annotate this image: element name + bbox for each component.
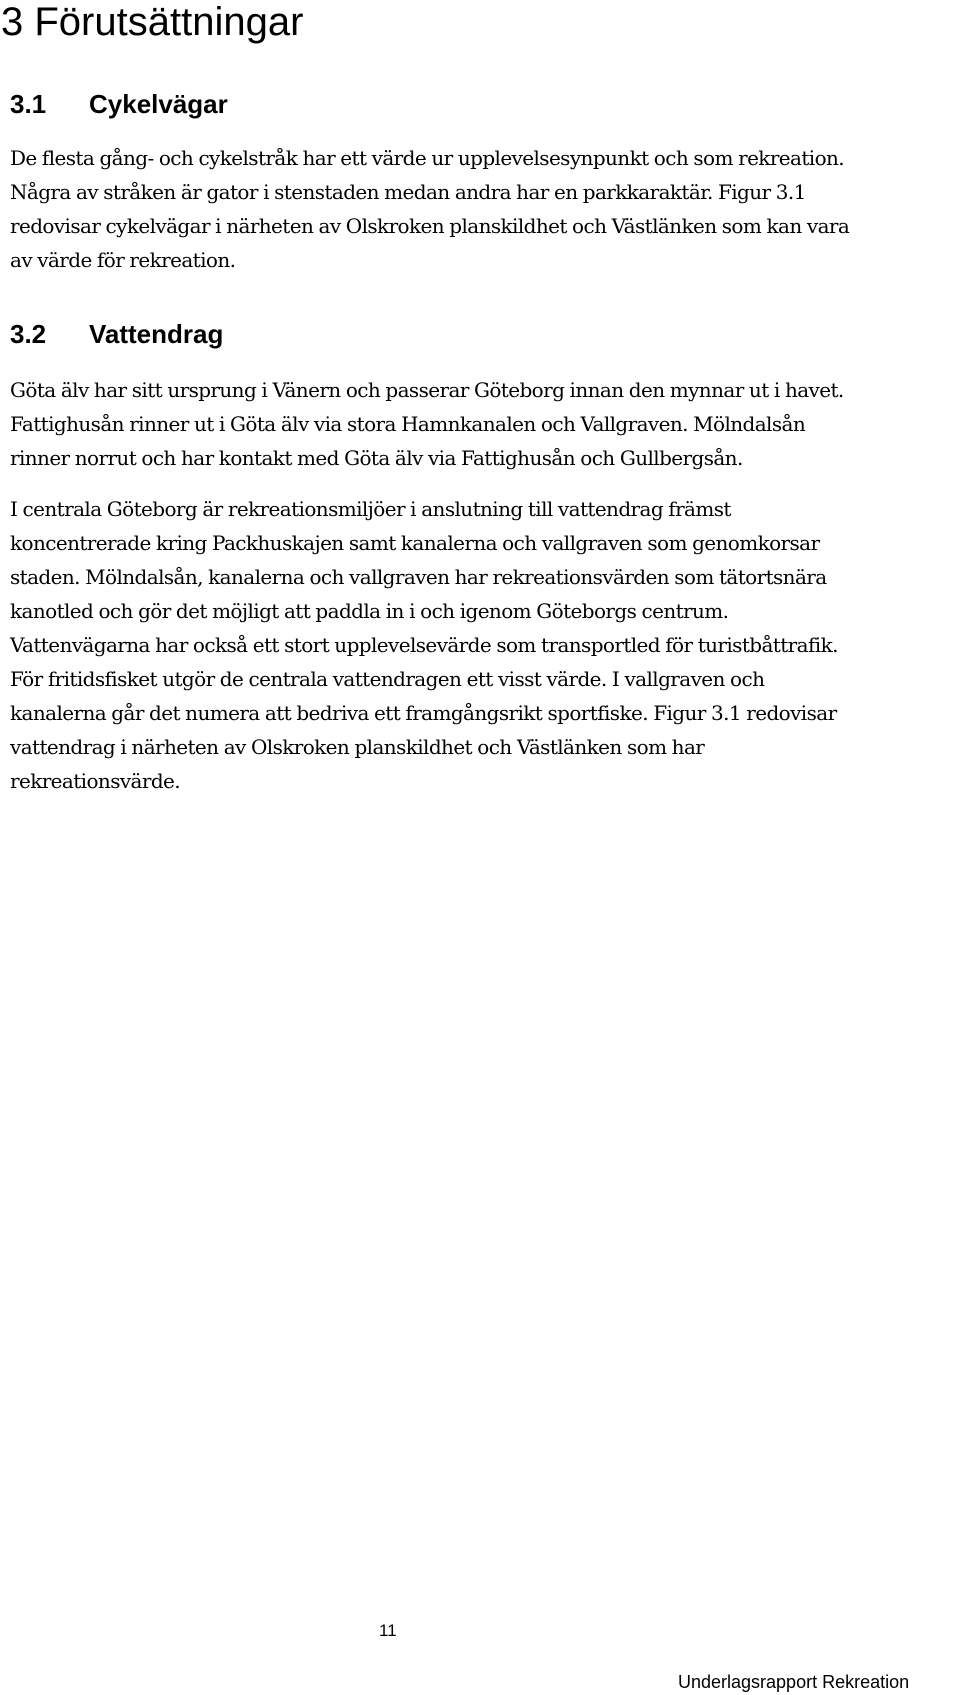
section-heading-cykelvagar <box>10 88 228 120</box>
text-line: koncentrerade kring Packhuskajen samt kanalerna och vallgraven som genomkorsar <box>10 531 820 555</box>
page-number: 11 <box>379 1621 397 1640</box>
section-title: Cykelvägar <box>89 89 228 119</box>
chapter-title: 3 Förutsättningar <box>1 0 304 44</box>
text-line: rekreationsvärde. <box>10 769 181 793</box>
footer-text: Underlagsrapport Rekreation <box>678 1672 910 1692</box>
text-line: redovisar cykelvägar i närheten av Olskroken planskildhet och Västlänken som kan vara <box>10 214 850 238</box>
text-line: av värde för rekreation. <box>10 248 236 272</box>
section-number: 3.2 <box>10 319 47 349</box>
paragraph-cykelvagar <box>10 141 950 277</box>
paragraph-vattendrag-2 <box>10 492 950 798</box>
text-line: De flesta gång- och cykelstråk har ett värde ur upplevelsesynpunkt och som rekreation. <box>10 146 845 170</box>
text-line: staden. Mölndalsån, kanalerna och vallgraven har rekreationsvärden som tätortsnära <box>10 565 827 589</box>
text-line: kanotled och gör det möjligt att paddla in i och igenom Göteborgs centrum. <box>10 599 729 623</box>
text-line: kanalerna går det numera att bedriva ett framgångsrikt sportfiske. Figur 3.1 redovisar <box>10 701 837 725</box>
text-line: vattendrag i närheten av Olskroken planskildhet och Västlänken som har <box>10 735 705 759</box>
text-line: För fritidsfisket utgör de centrala vattendragen ett visst värde. I vallgraven och <box>10 667 765 691</box>
section-heading-vattendrag <box>10 318 223 350</box>
text-line: rinner norrut och har kontakt med Göta älv via Fattighusån och Gullbergsån. <box>10 446 743 470</box>
section-number: 3.1 <box>10 89 47 119</box>
paragraph-vattendrag-1 <box>10 373 950 475</box>
text-line: Vattenvägarna har också ett stort upplevelsevärde som transportled för turistbåttrafik. <box>10 633 838 657</box>
text-line: Fattighusån rinner ut i Göta älv via stora Hamnkanalen och Vallgraven. Mölndalsån <box>10 412 806 436</box>
text-line: Några av stråken är gator i stenstaden medan andra har en parkkaraktär. Figur 3.1 <box>10 180 806 204</box>
text-line: Göta älv har sitt ursprung i Vänern och passerar Göteborg innan den mynnar ut i havet. <box>10 378 844 402</box>
section-title: Vattendrag <box>89 319 224 349</box>
text-line: I centrala Göteborg är rekreationsmiljöer i anslutning till vattendrag främst <box>10 497 731 521</box>
